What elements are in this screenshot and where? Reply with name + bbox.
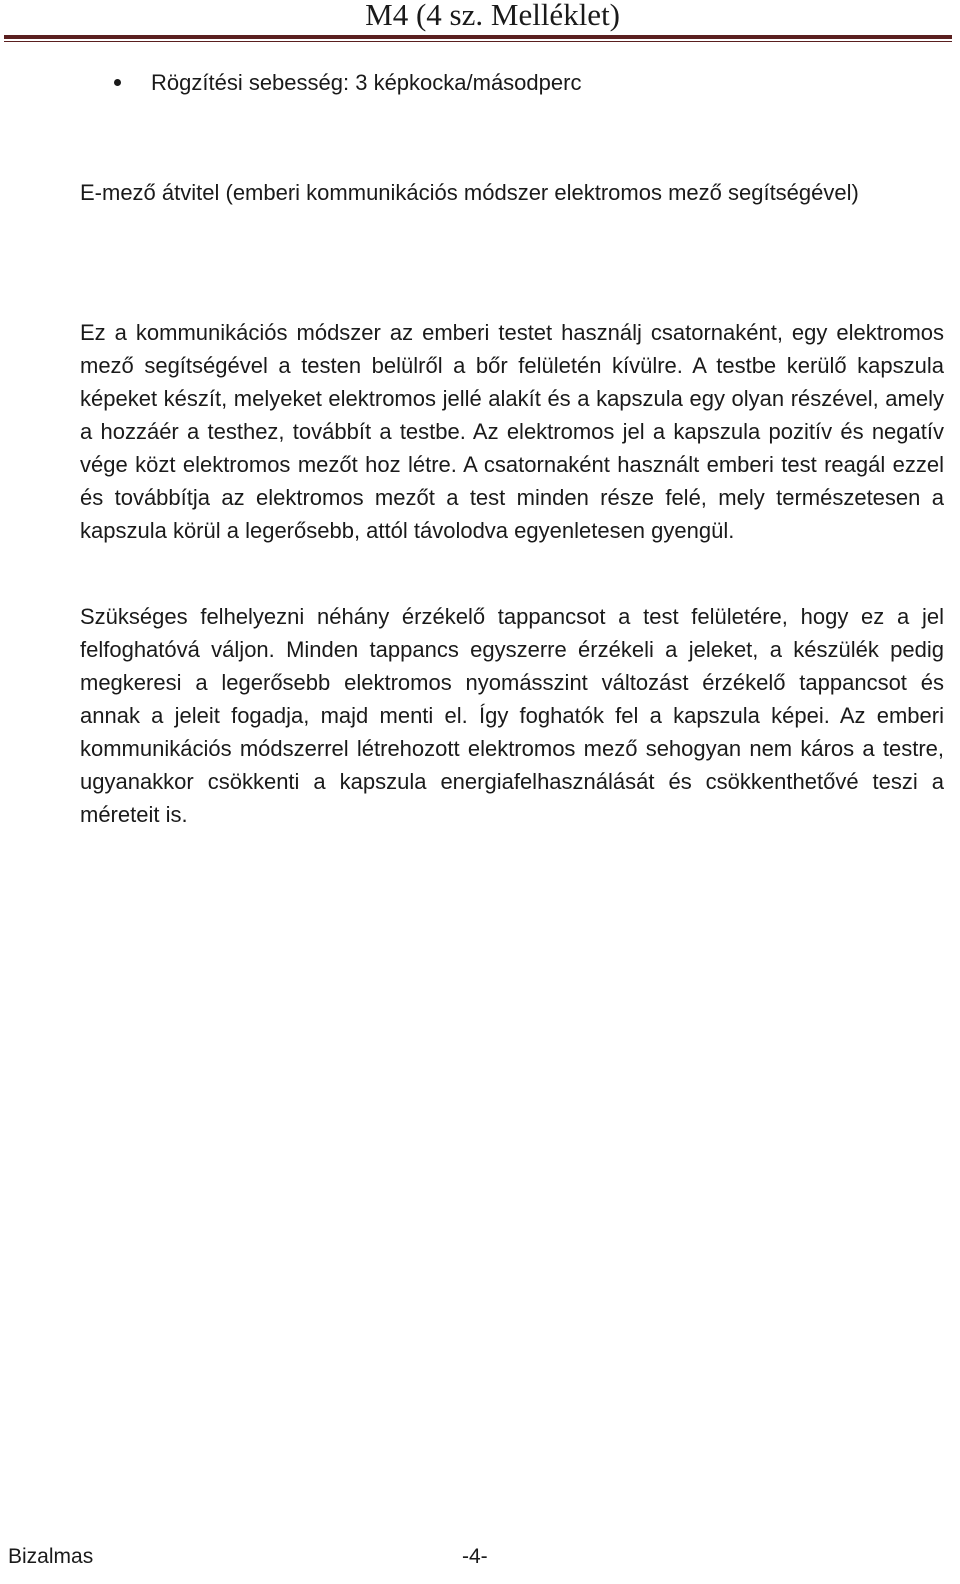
- header-rule-thin: [4, 41, 952, 42]
- footer-confidential: Bizalmas: [8, 1545, 94, 1568]
- bullet-text: Rögzítési sebesség: 3 képkocka/másodperc: [151, 70, 582, 95]
- section-heading: E-mező átvitel (emberi kommunikációs módszer elektromos mező segítségével): [80, 180, 859, 205]
- bullet-dot-icon: [114, 79, 121, 86]
- paragraph-1: Ez a kommunikációs módszer az emberi testet használj csatornaként, egy elektromos mező segítségével a testen belülről a bőr felületén kívülre. A testbe kerülő kapszula képeket készít, melyeket elektromos jellé alakít és a kapszula egy olyan részével, amely a hozzáér a testhez, továbbít a testbe. Az elektromos jel a kapszula pozitív és negatív vége közt elektromos mezőt hoz létre. A csatornaként használt emberi test reagál ezzel és továbbítja az elektromos mezőt a test minden része felé, mely természetesen a kapszula körül a legerősebb, attól távolodva egyenletesen gyengül.: [80, 320, 944, 543]
- footer-page-number: -4-: [462, 1545, 488, 1568]
- bullet-item: [114, 67, 581, 99]
- header-rule-thick: [4, 35, 952, 39]
- paragraph-2: Szükséges felhelyezni néhány érzékelő tappancsot a test felületére, hogy ez a jel felfoghatóvá váljon. Minden tappancs egyszerre érzékeli a jeleket, a készülék pedig megkeresi a legerősebb elektromos nyomásszint változást érzékelő tappancsot és annak a jeleit fogadja, majd menti el. Így foghatók fel a kapszula képei. Az emberi kommunikációs módszerrel létrehozott elektromos mező sehogyan nem káros a testre, ugyanakkor csökkenti a kapszula energiafelhasználását és csökkenthetővé teszi a méreteit is.: [80, 604, 944, 827]
- header-title: M4 (4 sz. Melléklet): [365, 0, 620, 32]
